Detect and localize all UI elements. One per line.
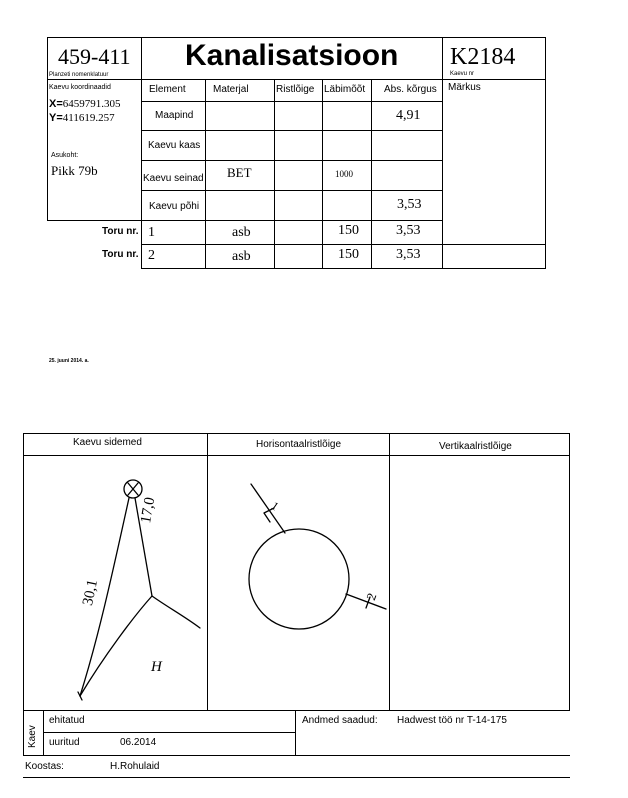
col-header-diameter: Läbimõõt [324, 84, 366, 95]
panel-title-ties: Kaevu sidemed [73, 437, 142, 448]
date-line: 25. juuni 2014. a. [49, 358, 89, 364]
well-ties-sketch [24, 456, 207, 711]
pipe-diameter: 150 [338, 247, 359, 262]
col-header-material: Materjal [213, 84, 249, 95]
col-header-notes: Märkus [448, 82, 481, 93]
compiled-value: H.Rohulaid [110, 761, 160, 772]
surveyed-value: 06.2014 [120, 737, 157, 748]
row-diameter: 1000 [335, 169, 353, 179]
pipe-material: asb [232, 225, 251, 240]
pipe-label: Toru nr. [102, 249, 139, 260]
nomenclature-value: 459-411 [58, 44, 131, 69]
x-coordinate: X=6459791.305 [49, 98, 121, 110]
well-number-label: Kaevu nr [450, 71, 475, 77]
section-label-well: Kaev [27, 725, 38, 748]
measure-label-b: 30,1 [80, 578, 102, 608]
pipe-number: 2 [148, 248, 155, 263]
pipe-in-label: 1 [268, 498, 282, 514]
panel-title-horizontal: Horisontaalristlõige [256, 439, 342, 450]
built-label: ehitatud [49, 715, 85, 726]
col-header-element: Element [149, 84, 186, 95]
pipe-height: 3,53 [396, 247, 421, 262]
pipe-label: Toru nr. [102, 226, 139, 237]
pipe-out-label: 2 [363, 590, 380, 603]
measure-label-a: 17,0 [138, 495, 159, 525]
col-header-cross-section: Ristlõige [276, 84, 315, 95]
pipe-diameter: 150 [338, 223, 359, 238]
y-coordinate: Y=411619.257 [49, 112, 115, 124]
nomenclature-label: Planzeti nomenklatuur [49, 72, 109, 78]
location-value: Pikk 79b [51, 163, 98, 178]
row-element: Kaevu põhi [149, 201, 200, 212]
surveyed-label: uuritud [49, 737, 80, 748]
row-height: 4,91 [396, 108, 421, 123]
row-material: BET [227, 165, 252, 180]
location-label: Asukoht: [51, 152, 79, 159]
horizontal-section-sketch [208, 456, 389, 711]
col-header-abs-height: Abs. kõrgus [384, 84, 437, 95]
row-element: Maapind [155, 110, 194, 121]
row-height: 3,53 [397, 197, 422, 212]
data-source-label: Andmed saadud: [302, 715, 378, 726]
well-number: K2184 [450, 44, 516, 70]
row-element: Kaevu kaas [148, 140, 201, 151]
coords-label: Kaevu koordinaadid [49, 84, 111, 91]
row-element: Kaevu seinad [143, 173, 204, 184]
pipe-number: 1 [148, 225, 155, 240]
sketch-letter: H [151, 659, 162, 675]
page-title: Kanalisatsioon [185, 39, 399, 72]
panel-title-vertical: Vertikaalristlõige [439, 441, 512, 452]
data-source-value: Hadwest töö nr T-14-175 [397, 715, 507, 726]
pipe-height: 3,53 [396, 223, 421, 238]
compiled-label: Koostas: [25, 761, 64, 772]
pipe-material: asb [232, 249, 251, 264]
